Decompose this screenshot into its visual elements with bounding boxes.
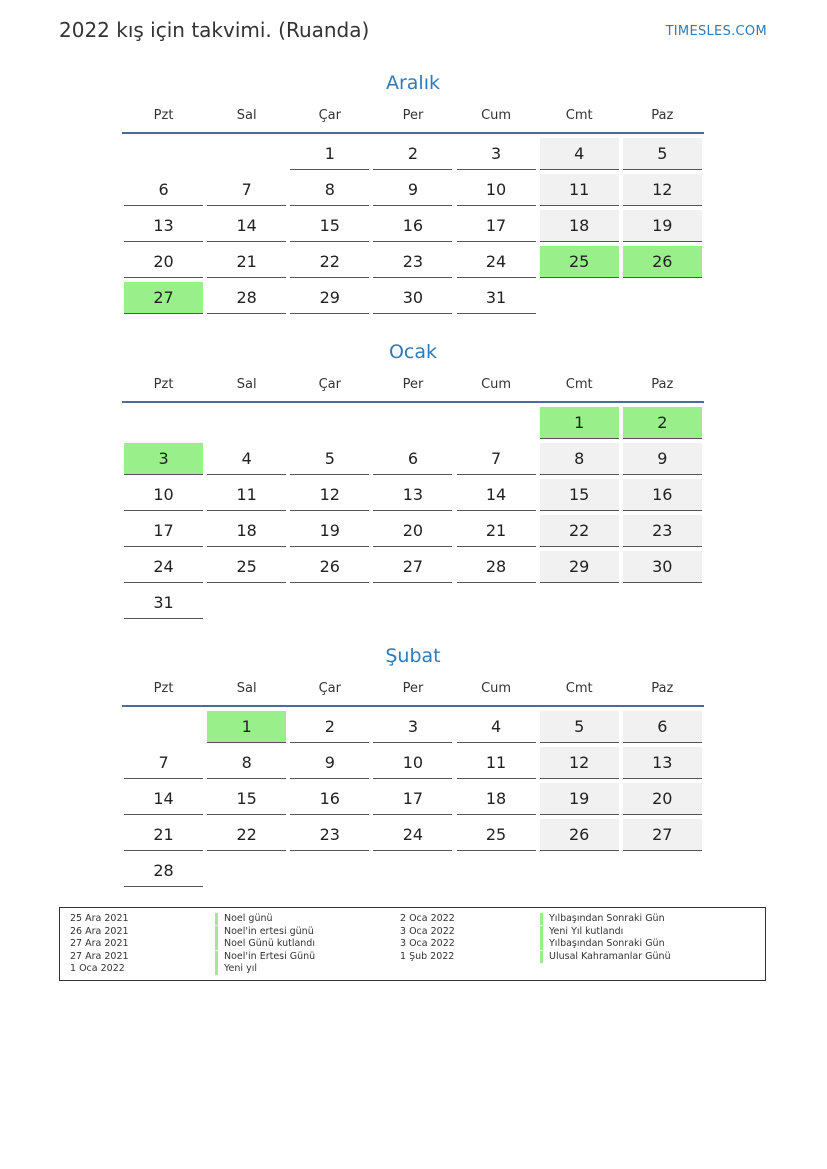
day-cell: 14	[207, 210, 286, 242]
day-cell: 7	[124, 747, 203, 779]
weekday-label: Cum	[481, 108, 512, 123]
holiday-day-cell: 25	[540, 246, 619, 278]
day-cell: 9	[290, 747, 369, 779]
brand-logo-text[interactable]: TIMESLES.COM	[665, 24, 767, 39]
day-cell: 13	[373, 479, 452, 511]
week-row	[122, 479, 704, 515]
weekday-label: Per	[402, 377, 424, 392]
day-cell: 12	[623, 174, 702, 206]
day-cell: 25	[207, 551, 286, 583]
legend-holiday-name: Yılbaşından Sonraki Gün	[540, 913, 665, 925]
legend-date: 1 Şub 2022	[400, 950, 455, 962]
day-cell: 19	[540, 783, 619, 815]
holiday-legend	[59, 907, 766, 981]
month-block	[122, 70, 704, 318]
empty-day-cell	[124, 711, 203, 743]
week-row	[122, 174, 704, 210]
day-cell: 5	[623, 138, 702, 170]
empty-day-cell	[540, 282, 619, 314]
week-row	[122, 783, 704, 819]
day-cell: 31	[457, 282, 536, 314]
empty-day-cell	[290, 407, 369, 439]
weekday-label: Pzt	[153, 377, 174, 392]
weekday-label: Paz	[651, 108, 674, 123]
empty-day-cell	[124, 407, 203, 439]
day-cell: 12	[540, 747, 619, 779]
day-cell: 22	[540, 515, 619, 547]
legend-date: 1 Oca 2022	[70, 963, 125, 974]
week-row	[122, 210, 704, 246]
day-cell: 13	[623, 747, 702, 779]
weekday-label: Sal	[236, 681, 257, 696]
day-cell: 30	[373, 282, 452, 314]
weekday-label: Pzt	[153, 108, 174, 123]
weekday-label: Per	[402, 108, 424, 123]
legend-holiday-name: Noel'in Ertesi Günü	[215, 951, 315, 963]
day-cell: 11	[207, 479, 286, 511]
week-row	[122, 711, 704, 747]
day-cell: 6	[124, 174, 203, 206]
day-cell: 2	[290, 711, 369, 743]
empty-day-cell	[457, 407, 536, 439]
weekday-label: Sal	[236, 108, 257, 123]
day-cell: 16	[623, 479, 702, 511]
day-cell: 24	[457, 246, 536, 278]
legend-date: 27 Ara 2021	[70, 950, 129, 962]
day-cell: 8	[290, 174, 369, 206]
day-cell: 22	[290, 246, 369, 278]
weekday-label: Çar	[318, 377, 341, 392]
empty-day-cell	[207, 587, 286, 619]
day-cell: 18	[540, 210, 619, 242]
day-cell: 5	[540, 711, 619, 743]
week-row	[122, 138, 704, 174]
weekday-label: Cum	[481, 681, 512, 696]
legend-date: 27 Ara 2021	[70, 938, 129, 949]
day-cell: 19	[623, 210, 702, 242]
weekday-label: Cum	[481, 377, 512, 392]
week-row	[122, 246, 704, 282]
weekday-label: Paz	[651, 377, 674, 392]
holiday-day-cell: 1	[540, 407, 619, 439]
day-cell: 21	[124, 819, 203, 851]
legend-holiday-name: Yeni yıl	[215, 963, 257, 975]
month-name: Ocak	[388, 341, 438, 363]
weekday-header	[122, 108, 704, 134]
day-cell: 15	[207, 783, 286, 815]
empty-day-cell	[623, 282, 702, 314]
weekday-label: Sal	[236, 377, 257, 392]
day-cell: 9	[623, 443, 702, 475]
day-cell: 14	[124, 783, 203, 815]
empty-day-cell	[540, 587, 619, 619]
month-block	[122, 339, 704, 623]
day-cell: 10	[373, 747, 452, 779]
holiday-day-cell: 26	[623, 246, 702, 278]
day-cell: 6	[623, 711, 702, 743]
weekday-label: Cmt	[565, 377, 593, 392]
month-name: Aralık	[385, 72, 440, 94]
day-cell: 20	[623, 783, 702, 815]
day-cell: 29	[540, 551, 619, 583]
day-cell: 7	[457, 443, 536, 475]
empty-day-cell	[540, 855, 619, 887]
day-cell: 16	[373, 210, 452, 242]
empty-day-cell	[207, 138, 286, 170]
day-cell: 15	[290, 210, 369, 242]
weekday-label: Çar	[318, 681, 341, 696]
legend-date: 2 Oca 2022	[400, 913, 455, 924]
day-cell: 31	[124, 587, 203, 619]
week-row	[122, 515, 704, 551]
empty-day-cell	[457, 587, 536, 619]
day-cell: 22	[207, 819, 286, 851]
day-cell: 20	[373, 515, 452, 547]
legend-item	[60, 913, 765, 925]
week-row	[122, 819, 704, 855]
day-cell: 3	[457, 138, 536, 170]
legend-holiday-name: Yeni Yıl kutlandı	[540, 926, 623, 938]
day-cell: 28	[124, 855, 203, 887]
day-cell: 8	[540, 443, 619, 475]
day-cell: 29	[290, 282, 369, 314]
day-cell: 23	[290, 819, 369, 851]
week-row	[122, 282, 704, 318]
legend-holiday-name: Noel'in ertesi günü	[215, 926, 314, 938]
day-cell: 11	[540, 174, 619, 206]
day-cell: 10	[457, 174, 536, 206]
month-block	[122, 643, 704, 891]
empty-day-cell	[457, 855, 536, 887]
day-cell: 23	[373, 246, 452, 278]
day-cell: 18	[457, 783, 536, 815]
week-row	[122, 407, 704, 443]
day-cell: 23	[623, 515, 702, 547]
legend-date: 3 Oca 2022	[400, 925, 455, 937]
day-cell: 26	[540, 819, 619, 851]
day-cell: 15	[540, 479, 619, 511]
day-cell: 10	[124, 479, 203, 511]
day-cell: 24	[373, 819, 452, 851]
day-cell: 27	[373, 551, 452, 583]
legend-holiday-name: Noel günü	[215, 913, 273, 925]
legend-item	[60, 938, 765, 950]
month-name: Şubat	[385, 645, 441, 667]
empty-day-cell	[373, 855, 452, 887]
empty-day-cell	[207, 407, 286, 439]
weekday-header	[122, 681, 704, 707]
week-row	[122, 855, 704, 891]
day-cell: 4	[207, 443, 286, 475]
day-cell: 17	[457, 210, 536, 242]
holiday-day-cell: 1	[207, 711, 286, 743]
day-cell: 2	[373, 138, 452, 170]
holiday-day-cell: 2	[623, 407, 702, 439]
empty-day-cell	[373, 407, 452, 439]
legend-item	[60, 963, 765, 975]
day-cell: 20	[124, 246, 203, 278]
weekday-label: Paz	[651, 681, 674, 696]
day-cell: 26	[290, 551, 369, 583]
weekday-header	[122, 377, 704, 403]
day-cell: 21	[207, 246, 286, 278]
day-cell: 4	[540, 138, 619, 170]
day-cell: 9	[373, 174, 452, 206]
day-cell: 17	[373, 783, 452, 815]
legend-date: 25 Ara 2021	[70, 913, 129, 924]
day-cell: 6	[373, 443, 452, 475]
week-row	[122, 587, 704, 623]
empty-day-cell	[124, 138, 203, 170]
day-cell: 3	[373, 711, 452, 743]
day-cell: 5	[290, 443, 369, 475]
weekday-label: Pzt	[153, 681, 174, 696]
day-cell: 4	[457, 711, 536, 743]
legend-item	[60, 926, 765, 938]
day-cell: 30	[623, 551, 702, 583]
day-cell: 18	[207, 515, 286, 547]
week-row	[122, 443, 704, 479]
legend-holiday-name: Yılbaşından Sonraki Gün	[540, 938, 665, 950]
empty-day-cell	[623, 587, 702, 619]
empty-day-cell	[623, 855, 702, 887]
empty-day-cell	[290, 587, 369, 619]
day-cell: 24	[124, 551, 203, 583]
weekday-label: Per	[402, 681, 424, 696]
weekday-label: Çar	[318, 108, 341, 123]
empty-day-cell	[207, 855, 286, 887]
day-cell: 25	[457, 819, 536, 851]
legend-holiday-name: Noel Günü kutlandı	[215, 938, 315, 950]
page-title: 2022 kış için takvimi. (Ruanda)	[59, 18, 370, 42]
week-row	[122, 747, 704, 783]
legend-item	[60, 951, 765, 963]
day-cell: 8	[207, 747, 286, 779]
day-cell: 7	[207, 174, 286, 206]
week-row	[122, 551, 704, 587]
day-cell: 21	[457, 515, 536, 547]
day-cell: 19	[290, 515, 369, 547]
day-cell: 1	[290, 138, 369, 170]
day-cell: 12	[290, 479, 369, 511]
day-cell: 13	[124, 210, 203, 242]
holiday-day-cell: 27	[124, 282, 203, 314]
day-cell: 14	[457, 479, 536, 511]
day-cell: 17	[124, 515, 203, 547]
weekday-label: Cmt	[565, 108, 593, 123]
weekday-label: Cmt	[565, 681, 593, 696]
day-cell: 28	[207, 282, 286, 314]
empty-day-cell	[290, 855, 369, 887]
legend-date: 26 Ara 2021	[70, 925, 129, 937]
holiday-day-cell: 3	[124, 443, 203, 475]
day-cell: 16	[290, 783, 369, 815]
day-cell: 11	[457, 747, 536, 779]
empty-day-cell	[373, 587, 452, 619]
legend-holiday-name: Ulusal Kahramanlar Günü	[540, 951, 671, 963]
legend-date: 3 Oca 2022	[400, 938, 455, 949]
day-cell: 28	[457, 551, 536, 583]
day-cell: 27	[623, 819, 702, 851]
